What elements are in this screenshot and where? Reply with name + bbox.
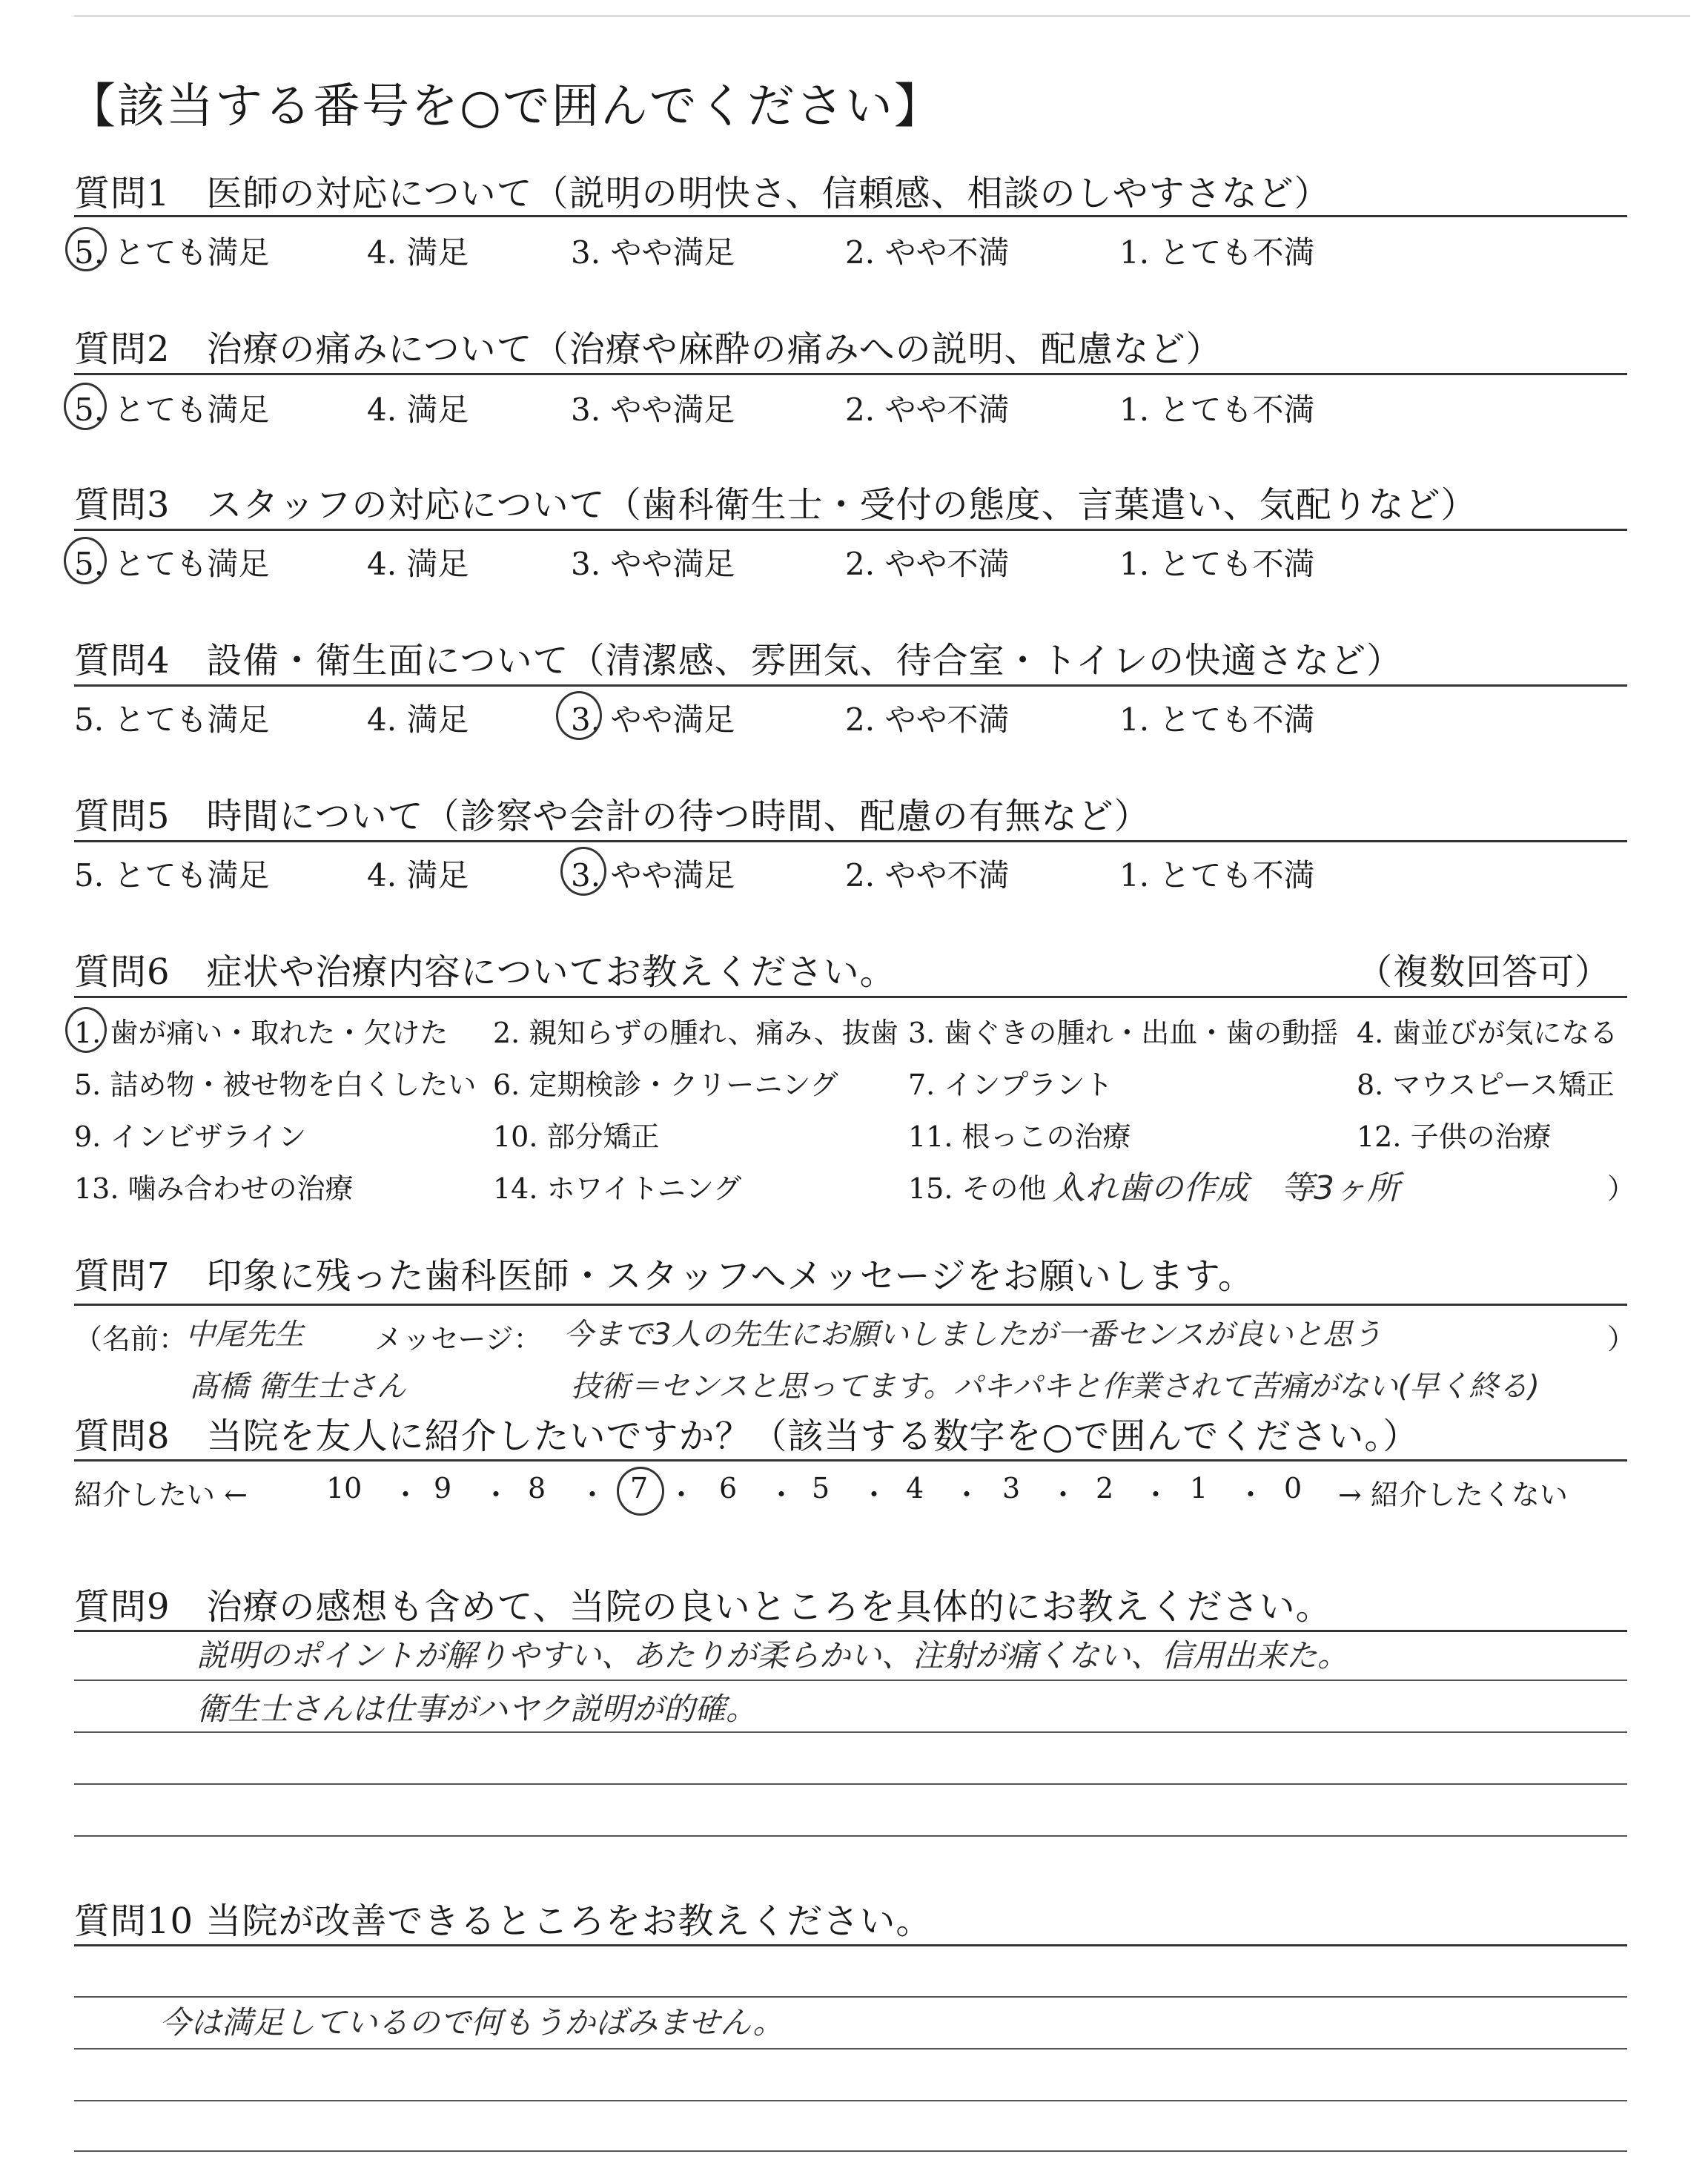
q9-answer-rule-2	[74, 1731, 1627, 1733]
q8-left-label: 紹介したい ←	[74, 1479, 248, 1511]
scale-dot: ・	[1142, 1479, 1171, 1511]
q7-name-answer-1: 中尾先生	[185, 1318, 304, 1352]
q2-option-2[interactable]: 2. やや不満	[845, 392, 1010, 428]
q1-option-1[interactable]: 1. とても不満	[1119, 234, 1315, 271]
q5-option-2[interactable]: 2. やや不満	[845, 857, 1010, 894]
q8-scale-6[interactable]: 6	[719, 1472, 738, 1505]
scale-dot: ・	[1049, 1479, 1078, 1511]
question-10-title: 質問10 当院が改善できるところをお教えください。	[74, 1900, 933, 1942]
q5-option-1[interactable]: 1. とても不満	[1119, 857, 1315, 894]
q1-selection-circle	[65, 227, 107, 271]
q8-scale-4[interactable]: 4	[906, 1472, 924, 1505]
question-2-title: 質問2 治療の痛みについて（治療や麻酔の痛みへの説明、配慮など）	[74, 328, 1222, 370]
question-3-title: 質問3 スタッフの対応について（歯科衛生士・受付の態度、言葉遣い、気配りなど）	[74, 484, 1477, 526]
q7-message-label: メッセージ：	[374, 1323, 542, 1355]
question-7-underline	[74, 1304, 1627, 1306]
q8-scale-8[interactable]: 8	[528, 1472, 546, 1505]
q6-item-6[interactable]: 6. 定期検診・クリーニング	[493, 1069, 838, 1101]
q7-close: ）	[1607, 1323, 1636, 1355]
q2-option-1[interactable]: 1. とても不満	[1119, 392, 1315, 428]
scale-dot: ・	[667, 1479, 696, 1511]
q4-option-3[interactable]: 3. やや満足	[571, 701, 735, 738]
question-10-underline	[74, 1944, 1627, 1946]
q8-selection-circle	[617, 1467, 664, 1516]
scan-top-edge	[74, 15, 1690, 17]
q8-scale-3[interactable]: 3	[1002, 1472, 1021, 1505]
q6-item-13[interactable]: 13. 噛み合わせの治療	[74, 1172, 354, 1205]
q9-answer-rule-1	[74, 1680, 1627, 1681]
question-4-title: 質問4 設備・衛生面について（清潔感、雰囲気、待合室・トイレの快適さなど）	[74, 640, 1403, 681]
scale-dot: ・	[860, 1479, 889, 1511]
q8-scale-7[interactable]: 7	[630, 1472, 649, 1505]
q10-answer-rule-1	[74, 1996, 1627, 1998]
q6-item-10[interactable]: 10. 部分矯正	[493, 1120, 660, 1153]
q4-option-4[interactable]: 4. 満足	[367, 701, 469, 738]
q1-option-3[interactable]: 3. やや満足	[571, 234, 735, 271]
q3-option-3[interactable]: 3. やや満足	[571, 546, 735, 582]
q8-scale-0[interactable]: 0	[1284, 1472, 1302, 1505]
q5-option-5[interactable]: 5. とても満足	[74, 857, 270, 894]
scale-dot: ・	[1237, 1479, 1265, 1511]
q6-other-answer: 入れ歯の作成 等3ヶ所	[1053, 1169, 1400, 1207]
question-1-underline	[74, 215, 1627, 217]
q8-scale-9[interactable]: 9	[434, 1472, 452, 1505]
q6-item-3[interactable]: 3. 歯ぐきの腫れ・出血・歯の動揺	[908, 1017, 1339, 1049]
q6-item-14[interactable]: 14. ホワイトニング	[493, 1172, 742, 1205]
question-6-title: 質問6 症状や治療内容についてお教えください。	[74, 951, 896, 993]
question-6-underline	[74, 996, 1627, 998]
q4-option-5[interactable]: 5. とても満足	[74, 701, 270, 738]
q7-message-answer-1: 今まで3人の先生にお願いしましたが一番センスが良いと思う	[563, 1318, 1383, 1352]
q10-answer-rule-2	[74, 2048, 1627, 2050]
q6-item-2[interactable]: 2. 親知らずの腫れ、痛み、抜歯	[493, 1017, 898, 1049]
q5-selection-circle	[560, 847, 606, 896]
scale-dot: ・	[578, 1479, 607, 1511]
q2-selection-circle	[64, 383, 107, 430]
q6-item-7[interactable]: 7. インプラント	[908, 1069, 1113, 1101]
q8-scale-5[interactable]: 5	[812, 1472, 830, 1505]
q3-selection-circle	[64, 537, 107, 584]
question-1-title: 質問1 医師の対応について（説明の明快さ、信頼感、相談のしやすさなど）	[74, 173, 1331, 214]
q9-answer-rule-4	[74, 1835, 1627, 1837]
q9-answer-rule-3	[74, 1783, 1627, 1785]
q1-option-2[interactable]: 2. やや不満	[845, 234, 1010, 271]
question-8-underline	[74, 1459, 1627, 1462]
q6-other-close: ）	[1607, 1172, 1636, 1205]
q6-selection-circle	[65, 1007, 107, 1053]
q3-option-5[interactable]: 5. とても満足	[74, 546, 270, 582]
q4-selection-circle	[556, 691, 602, 740]
q6-item-1[interactable]: 1. 歯が痛い・取れた・欠けた	[74, 1017, 448, 1049]
q6-item-15[interactable]: 15. その他（	[908, 1172, 1075, 1205]
page-title: 【該当する番号を○で囲んでください】	[68, 79, 943, 134]
question-7-title: 質問7 印象に残った歯科医師・スタッフへメッセージをお願いします。	[74, 1255, 1254, 1297]
q8-scale-1[interactable]: 1	[1190, 1472, 1208, 1505]
q3-option-2[interactable]: 2. やや不満	[845, 546, 1010, 582]
q2-option-3[interactable]: 3. やや満足	[571, 392, 735, 428]
q5-option-3[interactable]: 3. やや満足	[571, 857, 735, 894]
q10-answer-line-1: 今は満足しているので何もうかばみません。	[159, 2004, 784, 2041]
q2-option-4[interactable]: 4. 満足	[367, 392, 469, 428]
q6-item-9[interactable]: 9. インビザライン	[74, 1120, 307, 1153]
q8-scale-2[interactable]: 2	[1096, 1472, 1114, 1505]
question-4-underline	[74, 684, 1627, 687]
q4-option-1[interactable]: 1. とても不満	[1119, 701, 1315, 738]
q8-right-label: → 紹介したくない	[1338, 1479, 1568, 1511]
q6-item-4[interactable]: 4. 歯並びが気になる	[1357, 1017, 1618, 1049]
q7-name-label: （名前：	[74, 1323, 188, 1355]
q9-answer-line-1: 説明のポイントが解りやすい、あたりが柔らかい、注射が痛くない、信用出来た。	[196, 1637, 1349, 1674]
scale-dot: ・	[391, 1479, 420, 1511]
q7-message-answer-2: 技術＝センスと思ってます。パキパキと作業されて苦痛がない(早く終る)	[571, 1370, 1540, 1404]
question-6-note: （複数回答可）	[1357, 951, 1612, 993]
q10-answer-rule-4	[74, 2150, 1627, 2152]
question-5-title: 質問5 時間について（診察や会計の待つ時間、配慮の有無など）	[74, 796, 1151, 837]
q2-option-5[interactable]: 5. とても満足	[74, 392, 270, 428]
scale-dot: ・	[482, 1479, 511, 1511]
q1-option-5[interactable]: 5. とても満足	[74, 234, 270, 271]
question-8-title: 質問8 当院を友人に紹介したいですか？（該当する数字を○で囲んでください。）	[74, 1416, 1420, 1457]
scale-dot: ・	[767, 1479, 796, 1511]
q8-scale-10[interactable]: 10	[326, 1472, 363, 1505]
q4-option-2[interactable]: 2. やや不満	[845, 701, 1010, 738]
question-9-title: 質問9 治療の感想も含めて、当院の良いところを具体的にお教えください。	[74, 1586, 1332, 1628]
q6-item-5[interactable]: 5. 詰め物・被せ物を白くしたい	[74, 1069, 477, 1101]
scale-dot: ・	[953, 1479, 982, 1511]
q6-item-11[interactable]: 11. 根っこの治療	[908, 1120, 1131, 1153]
q5-option-4[interactable]: 4. 満足	[367, 857, 469, 894]
q1-option-4[interactable]: 4. 満足	[367, 234, 469, 271]
question-3-underline	[74, 529, 1627, 531]
question-5-underline	[74, 840, 1627, 842]
q6-item-8[interactable]: 8. マウスピース矯正	[1357, 1069, 1615, 1101]
q3-option-4[interactable]: 4. 満足	[367, 546, 469, 582]
question-2-underline	[74, 373, 1627, 375]
q3-option-1[interactable]: 1. とても不満	[1119, 546, 1315, 582]
q10-answer-rule-3	[74, 2100, 1627, 2101]
q6-item-12[interactable]: 12. 子供の治療	[1357, 1120, 1552, 1153]
q7-name-answer-2: 髙橋 衛生士さん	[189, 1370, 406, 1404]
q9-answer-line-2: 衛生士さんは仕事がハヤク説明が的確。	[196, 1691, 758, 1727]
